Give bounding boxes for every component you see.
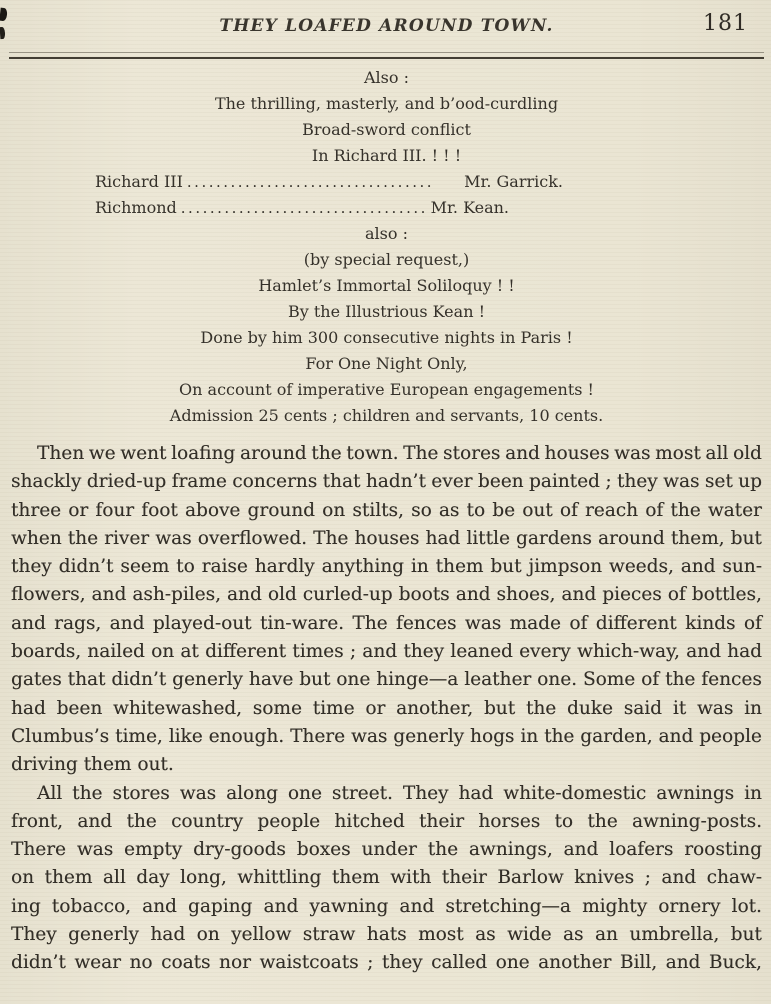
word: that <box>322 471 361 493</box>
word: on <box>11 867 35 889</box>
word: and <box>263 895 299 917</box>
word: another <box>538 952 612 974</box>
word: ash-piles, <box>132 584 222 606</box>
text-line <box>11 864 762 892</box>
word: reach <box>584 499 639 521</box>
word: stores <box>443 443 501 464</box>
word: the <box>665 669 696 691</box>
word: was <box>155 527 192 549</box>
word: horses <box>478 810 541 832</box>
word: and <box>455 584 491 606</box>
text-line: driving them out. <box>11 754 174 776</box>
word: painted <box>528 471 600 493</box>
word: the <box>67 527 99 549</box>
text-line <box>11 808 762 836</box>
word: Bill, <box>619 952 658 974</box>
word: the <box>427 839 459 861</box>
word: was <box>464 612 502 634</box>
word: every <box>519 641 571 663</box>
word: we <box>88 443 116 464</box>
word: be <box>492 499 516 521</box>
word: whittling <box>237 867 322 889</box>
word: dried-up <box>86 471 167 493</box>
text-line <box>11 468 762 496</box>
text-line <box>11 553 762 581</box>
running-head-title: THEY LOAFED AROUND TOWN. <box>219 16 554 36</box>
word: foot <box>141 499 178 521</box>
word: when <box>11 527 62 549</box>
word: gaping <box>188 895 253 917</box>
word: loafers <box>609 839 674 861</box>
dot-leader: .................................. <box>186 173 435 191</box>
word: white-domestic <box>503 782 647 804</box>
word: and <box>680 556 716 578</box>
playbill-block <box>11 65 762 429</box>
word: gardens <box>516 527 592 549</box>
word: like <box>168 725 203 747</box>
word: hitched <box>334 810 405 832</box>
word: generly <box>172 669 244 691</box>
word: pieces <box>602 584 662 606</box>
word: different <box>205 641 287 663</box>
word: and <box>686 641 721 663</box>
word: awnings <box>656 782 735 804</box>
word: made <box>509 612 561 634</box>
word: but <box>490 556 522 578</box>
word: of <box>743 612 762 634</box>
cast-row <box>95 169 563 195</box>
text-line <box>11 836 762 864</box>
word: and <box>658 725 694 747</box>
word: ground <box>247 499 316 521</box>
word: coats <box>161 952 211 974</box>
word: and <box>109 612 145 634</box>
word: but <box>299 669 331 691</box>
word: hardly <box>254 556 315 578</box>
word: they <box>403 641 445 663</box>
word: the <box>525 697 557 719</box>
scan-ink-mark <box>0 8 8 22</box>
word: country <box>171 810 244 832</box>
word: the <box>126 810 157 832</box>
word: lot. <box>731 895 762 917</box>
word: didn’t <box>58 556 114 578</box>
text-line <box>11 610 762 638</box>
word: the <box>670 499 701 521</box>
word: time, <box>115 725 163 747</box>
word: around <box>598 527 665 549</box>
word: had <box>425 527 461 549</box>
word: four <box>95 499 135 521</box>
word: of <box>645 499 664 521</box>
word: the <box>544 725 575 747</box>
word: and <box>563 839 599 861</box>
word: generly <box>68 924 139 946</box>
word: an <box>594 924 618 946</box>
cast-actor: Mr. Kean. <box>430 198 509 217</box>
word: them, <box>670 527 725 549</box>
word: their <box>441 867 487 889</box>
text-line <box>11 638 762 666</box>
word: wide <box>507 924 552 946</box>
text-line <box>11 497 762 525</box>
word: them <box>331 867 380 889</box>
word: hogs <box>470 725 515 747</box>
word: waistcoats <box>259 952 359 974</box>
word: but <box>730 527 762 549</box>
word: stores <box>112 782 170 804</box>
word: been <box>477 471 524 493</box>
word: been <box>56 697 103 719</box>
word: which-way, <box>576 641 680 663</box>
playbill-cast-list <box>11 169 762 221</box>
word: curled-up <box>302 584 393 606</box>
playbill-line: also : <box>365 224 408 243</box>
word: umbrella, <box>629 924 720 946</box>
word: ; <box>367 952 374 974</box>
word: There <box>290 725 346 747</box>
text-line <box>11 666 762 694</box>
word: concerns <box>232 471 318 493</box>
story-text <box>11 440 762 978</box>
word: bottles, <box>691 584 762 606</box>
word: houses <box>544 443 610 464</box>
word: All <box>37 782 63 804</box>
word: The <box>352 612 388 634</box>
word: on <box>322 499 346 521</box>
word: stilts, <box>352 499 404 521</box>
word: as <box>563 924 584 946</box>
word: street. <box>331 782 393 804</box>
word: time <box>312 697 355 719</box>
word: with <box>390 867 432 889</box>
word: jimpson <box>528 556 602 578</box>
text-line <box>11 921 762 949</box>
word: anything <box>321 556 405 578</box>
playbill-bottom-lines <box>11 221 762 429</box>
word: was <box>76 839 114 861</box>
word: it <box>672 697 687 719</box>
word: their <box>419 810 465 832</box>
playbill-line: Admission 25 cents ; children and servants, 10 cents. <box>169 406 604 425</box>
word: old <box>267 584 297 606</box>
word: the <box>311 443 342 464</box>
word: fences <box>395 612 457 634</box>
word: to <box>176 556 195 578</box>
word: overflowed. <box>197 527 308 549</box>
text-line <box>11 581 762 609</box>
word: was <box>663 471 700 493</box>
word: nor <box>219 952 251 974</box>
word: the <box>587 810 618 832</box>
cast-role: Richmond <box>95 198 177 217</box>
word: as <box>438 499 460 521</box>
word: ornery <box>658 895 721 917</box>
word: and <box>661 867 697 889</box>
playbill-line: Hamlet’s Immortal Soliloquy ! ! <box>258 276 515 295</box>
word: them <box>44 867 93 889</box>
word: have <box>248 669 294 691</box>
word: houses <box>354 527 420 549</box>
word: but <box>730 924 762 946</box>
word: long, <box>180 867 227 889</box>
word: hadn’t <box>365 471 426 493</box>
word: didn’t <box>11 952 66 974</box>
text-line <box>11 723 762 751</box>
text-line <box>11 695 762 723</box>
word: Some <box>582 669 636 691</box>
word: Then <box>37 443 85 464</box>
word: people <box>257 810 321 832</box>
word: hats <box>366 924 407 946</box>
word: one <box>336 669 371 691</box>
playbill-line: Also : <box>364 68 409 87</box>
word: was <box>614 443 651 464</box>
word: and <box>11 612 46 634</box>
word: played-out <box>152 612 252 634</box>
word: mighty <box>582 895 648 917</box>
word: wear <box>74 952 122 974</box>
word: the <box>72 782 103 804</box>
playbill-top-lines <box>11 65 762 169</box>
word: of <box>667 584 686 606</box>
word: fences <box>701 669 762 691</box>
word: and <box>142 895 177 917</box>
cast-row <box>95 195 509 221</box>
word: flowers, <box>11 584 86 606</box>
word: generly <box>393 725 465 747</box>
word: no <box>129 952 153 974</box>
word: them <box>435 556 484 578</box>
word: knives <box>574 867 635 889</box>
running-header <box>11 10 762 46</box>
word: garden, <box>580 725 653 747</box>
word: Clumbus’s <box>11 725 110 747</box>
word: they <box>11 556 52 578</box>
word: The <box>313 527 349 549</box>
word: and <box>561 584 597 606</box>
word: shoes, <box>496 584 556 606</box>
word: under <box>361 839 417 861</box>
word: most <box>418 924 464 946</box>
word: rags, <box>54 612 102 634</box>
word: seem <box>120 556 170 578</box>
scan-ink-mark <box>0 27 5 39</box>
word: was <box>696 697 734 719</box>
word: said <box>623 697 663 719</box>
word: They <box>402 782 449 804</box>
word: The <box>403 443 439 464</box>
playbill-line: In Richard III. ! ! ! <box>311 146 462 165</box>
word: and <box>362 641 398 663</box>
word: yawning <box>309 895 389 917</box>
word: loafing <box>171 443 236 464</box>
word: awning-posts. <box>631 810 762 832</box>
text-line <box>11 525 762 553</box>
word: one. <box>537 669 578 691</box>
word: around <box>239 443 307 464</box>
playbill-line: (by special request,) <box>303 250 470 269</box>
word: weeds, <box>608 556 674 578</box>
word: had <box>727 641 762 663</box>
word: kinds <box>685 612 736 634</box>
word: or <box>365 697 386 719</box>
word: went <box>120 443 167 464</box>
word: leaned <box>450 641 513 663</box>
playbill-line: On account of imperative European engagements ! <box>179 380 594 399</box>
word: that <box>67 669 106 691</box>
word: all <box>102 867 126 889</box>
text-line <box>11 440 762 468</box>
word: ing <box>11 895 41 917</box>
cast-role: Richard III <box>95 172 183 191</box>
word: one <box>495 952 530 974</box>
word: they <box>616 471 658 493</box>
word: in <box>410 556 429 578</box>
text-line <box>11 893 762 921</box>
word: tin-ware. <box>259 612 345 634</box>
word: had <box>458 782 494 804</box>
word: one <box>287 782 322 804</box>
word: of <box>569 612 588 634</box>
word: all <box>705 443 729 464</box>
word: town. <box>346 443 399 464</box>
word: to <box>554 810 574 832</box>
word: ; <box>349 641 357 663</box>
word: some <box>252 697 302 719</box>
dot-leader: .................................. <box>180 199 428 217</box>
word: in <box>744 782 762 804</box>
word: enough. <box>208 725 285 747</box>
word: ; <box>644 867 651 889</box>
word: gates <box>11 669 62 691</box>
word: set <box>704 471 733 493</box>
word: and <box>227 584 262 606</box>
word: whitewashed, <box>113 697 243 719</box>
word: up <box>738 471 762 493</box>
word: front, <box>11 810 64 832</box>
word: was <box>179 782 217 804</box>
word: to <box>466 499 486 521</box>
word: at <box>180 641 199 663</box>
word: in <box>520 725 539 747</box>
word: out <box>522 499 553 521</box>
word: boxes <box>296 839 351 861</box>
word: boots <box>398 584 450 606</box>
word: awnings, <box>468 839 553 861</box>
word: was <box>350 725 388 747</box>
word: of <box>559 499 578 521</box>
word: in <box>744 697 762 719</box>
word: and <box>665 952 701 974</box>
word: leather <box>464 669 532 691</box>
word: and <box>505 443 540 464</box>
word: or <box>68 499 89 521</box>
page-number: 181 <box>703 11 748 36</box>
word: dry-goods <box>193 839 286 861</box>
word: little <box>466 527 510 549</box>
word: roosting <box>684 839 762 861</box>
word: as <box>475 924 496 946</box>
word: had <box>11 697 46 719</box>
playbill-line: Done by him 300 consecutive nights in Paris ! <box>200 328 573 347</box>
word: stretching—a <box>445 895 571 917</box>
word: didn’t <box>111 669 167 691</box>
word: different <box>595 612 677 634</box>
word: duke <box>567 697 613 719</box>
playbill-line: By the Illustrious Kean ! <box>287 302 486 321</box>
text-line <box>11 780 762 808</box>
word: chaw- <box>706 867 762 889</box>
word: people <box>699 725 762 747</box>
word: times <box>292 641 344 663</box>
word: but <box>483 697 516 719</box>
word: so <box>411 499 432 521</box>
word: and <box>91 584 127 606</box>
word: There <box>11 839 66 861</box>
word: yellow <box>231 924 292 946</box>
word: three <box>11 499 62 521</box>
playbill-line: Broad-sword conflict <box>302 120 471 139</box>
word: river <box>104 527 150 549</box>
word: day <box>136 867 170 889</box>
word: most <box>655 443 701 464</box>
word: They <box>11 924 57 946</box>
word: boards, <box>11 641 82 663</box>
word: sun- <box>722 556 762 578</box>
word: and <box>399 895 435 917</box>
word: old <box>732 443 762 464</box>
word: tobacco, <box>51 895 131 917</box>
word: on <box>196 924 220 946</box>
word: ; <box>605 471 612 493</box>
word: Barlow <box>497 867 564 889</box>
word: of <box>641 669 660 691</box>
word: and <box>77 810 113 832</box>
word: they <box>381 952 423 974</box>
word: along <box>226 782 278 804</box>
word: above <box>184 499 241 521</box>
word: frame <box>171 471 227 493</box>
text-line <box>11 949 762 977</box>
header-rule <box>9 52 764 59</box>
word: had <box>150 924 186 946</box>
word: shackly <box>11 471 82 493</box>
word: on <box>151 641 175 663</box>
word: nailed <box>87 641 145 663</box>
word: hinge—a <box>376 669 459 691</box>
word: raise <box>201 556 248 578</box>
playbill-line: The thrilling, masterly, and b’ood-curdling <box>214 94 559 113</box>
cast-actor: Mr. Garrick. <box>464 172 563 191</box>
word: called <box>431 952 488 974</box>
word: another, <box>396 697 474 719</box>
word: water <box>707 499 762 521</box>
playbill-line: For One Night Only, <box>305 354 468 373</box>
word: ever <box>431 471 473 493</box>
word: Buck, <box>708 952 762 974</box>
word: straw <box>302 924 356 946</box>
word: empty <box>124 839 183 861</box>
